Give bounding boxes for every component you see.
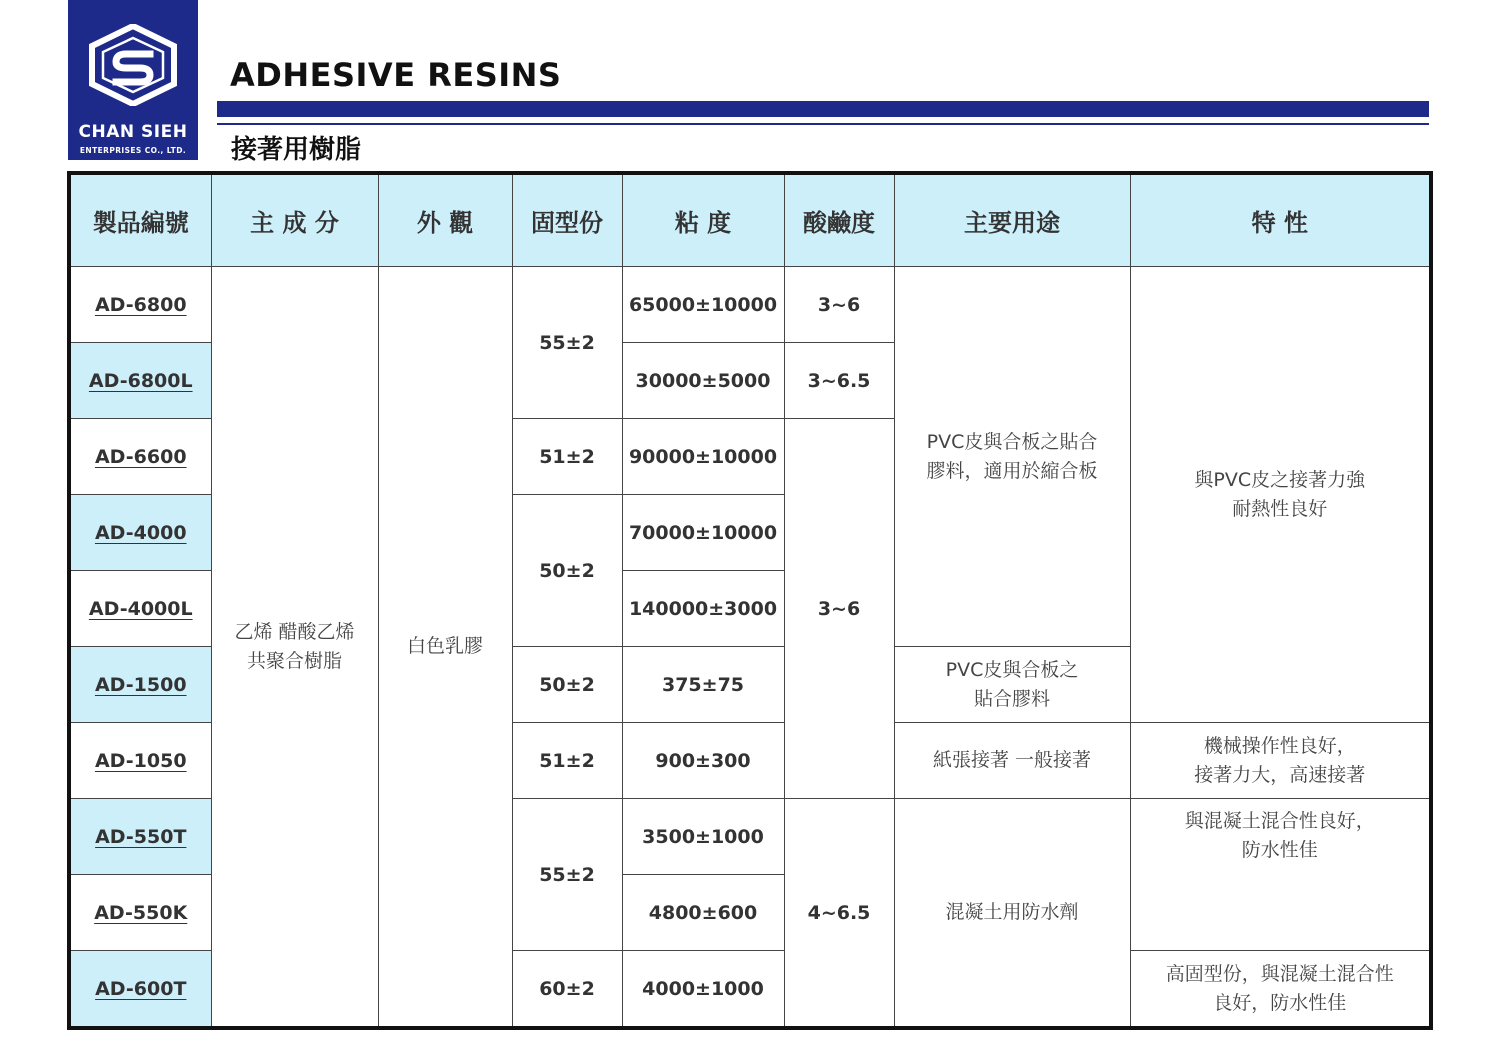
header-rule-thick xyxy=(217,101,1429,117)
cs-hexagon-logo-icon xyxy=(88,24,178,106)
usage-line: PVC皮與合板之貼合 xyxy=(926,430,1098,453)
logo-company-name: CHAN SIEH xyxy=(78,122,188,142)
logo-company-subtitle: ENTERPRISES CO., LTD. xyxy=(79,146,187,155)
solid-content-cell: 51±2 xyxy=(512,419,622,495)
usage-cell xyxy=(894,267,1130,647)
ph-cell: 3~6 xyxy=(784,267,894,343)
header-ph: 酸鹼度 xyxy=(784,173,894,267)
viscosity-cell: 3500±1000 xyxy=(622,799,784,875)
solid-content-cell: 55±2 xyxy=(512,267,622,419)
header-product-code: 製品編號 xyxy=(69,173,211,267)
features-cell xyxy=(1130,799,1431,951)
product-code: AD-4000L xyxy=(69,571,211,647)
product-code: AD-6800L xyxy=(69,343,211,419)
viscosity-cell: 900±300 xyxy=(622,723,784,799)
features-line: 接著力大，高速接著 xyxy=(1194,763,1366,786)
header-appearance: 外 觀 xyxy=(378,173,512,267)
features-cell xyxy=(1130,267,1431,723)
header-features: 特 性 xyxy=(1130,173,1431,267)
viscosity-cell: 70000±10000 xyxy=(622,495,784,571)
features-line: 防水性佳 xyxy=(1241,839,1318,861)
viscosity-cell: 90000±10000 xyxy=(622,419,784,495)
solid-content-cell: 55±2 xyxy=(512,799,622,951)
product-code: AD-550K xyxy=(69,875,211,951)
product-code: AD-4000 xyxy=(69,495,211,571)
appearance-cell: 白色乳膠 xyxy=(378,267,512,1029)
usage-cell: 混凝土用防水劑 xyxy=(894,799,1130,1029)
viscosity-cell: 30000±5000 xyxy=(622,343,784,419)
solid-content-cell: 50±2 xyxy=(512,647,622,723)
usage-cell: 紙張接著 一般接著 xyxy=(894,723,1130,799)
usage-line: PVC皮與合板之 xyxy=(945,658,1079,681)
main-component-line: 共聚合樹脂 xyxy=(246,649,342,672)
table-header-row xyxy=(69,173,1431,267)
ph-cell: 3~6 xyxy=(784,419,894,799)
solid-content-cell: 50±2 xyxy=(512,495,622,647)
header-solid-content: 固型份 xyxy=(512,173,622,267)
header-main-component: 主 成 分 xyxy=(211,173,378,267)
features-line: 機械操作性良好， xyxy=(1203,734,1356,757)
features-line: 與混凝土混合性良好， xyxy=(1184,810,1375,832)
table-row xyxy=(69,267,1431,343)
product-code: AD-6800 xyxy=(69,267,211,343)
product-spec-table xyxy=(67,171,1433,1030)
features-line: 良好，防水性佳 xyxy=(1213,991,1347,1014)
usage-cell xyxy=(894,647,1130,723)
viscosity-cell: 140000±3000 xyxy=(622,571,784,647)
product-code: AD-1500 xyxy=(69,647,211,723)
page-title-chinese: 接著用樹脂 xyxy=(231,135,362,165)
features-line: 高固型份，與混凝土混合性 xyxy=(1165,962,1394,985)
header-rule-thin xyxy=(217,123,1429,125)
product-code: AD-6600 xyxy=(69,419,211,495)
main-component-line: 乙烯 醋酸乙烯 xyxy=(234,620,355,643)
header-main-usage: 主要用途 xyxy=(894,173,1130,267)
viscosity-cell: 4000±1000 xyxy=(622,951,784,1029)
viscosity-cell: 4800±600 xyxy=(622,875,784,951)
main-component-cell xyxy=(211,267,378,1029)
ph-cell: 3~6.5 xyxy=(784,343,894,419)
page-title-english: ADHESIVE RESINS xyxy=(230,56,562,94)
ph-cell: 4~6.5 xyxy=(784,799,894,1029)
features-line: 耐熱性良好 xyxy=(1232,497,1328,520)
viscosity-cell: 65000±10000 xyxy=(622,267,784,343)
solid-content-cell: 51±2 xyxy=(512,723,622,799)
header-viscosity: 粘 度 xyxy=(622,173,784,267)
features-cell xyxy=(1130,723,1431,799)
features-line: 與PVC皮之接著力強 xyxy=(1194,468,1366,491)
viscosity-cell: 375±75 xyxy=(622,647,784,723)
company-logo xyxy=(68,0,198,160)
product-code: AD-550T xyxy=(69,799,211,875)
product-code: AD-1050 xyxy=(69,723,211,799)
usage-line: 膠料，適用於縮合板 xyxy=(926,459,1098,482)
solid-content-cell: 60±2 xyxy=(512,951,622,1029)
features-cell xyxy=(1130,951,1431,1029)
usage-line: 貼合膠料 xyxy=(973,687,1050,710)
product-code: AD-600T xyxy=(69,951,211,1029)
